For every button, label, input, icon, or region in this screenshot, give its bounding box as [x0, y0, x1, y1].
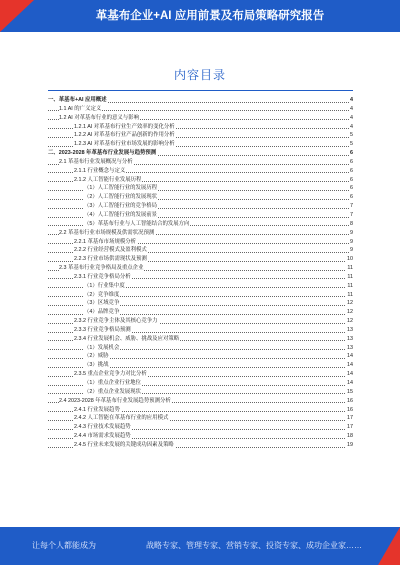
toc-entry-page: 7 [350, 211, 353, 218]
toc-entry-title: 2.4.4 市场需求发展趋势 [74, 433, 131, 440]
toc-entry[interactable] [48, 335, 353, 344]
footer-bar [0, 527, 400, 565]
toc-entry[interactable] [48, 352, 353, 361]
toc-entry-title: （1）行业集中度 [84, 282, 125, 289]
toc-entry-page: 14 [347, 362, 353, 369]
toc-entry-title: 2.1.1 行业概念与定义 [74, 167, 126, 174]
toc-entry[interactable] [48, 229, 353, 238]
toc-entry-title: 2.3.4 行业发展机会、威胁、挑战及应对策略 [74, 335, 180, 342]
toc-entry-title: 2.2.3 行业市场供需现状及预测 [74, 256, 147, 263]
toc-entry-title: 2.2.1 革基布市场规模分析 [74, 238, 137, 245]
toc-entry[interactable] [48, 299, 353, 308]
toc-entry[interactable] [48, 105, 353, 114]
toc-entry-title: 1.1 AI 的广义定义 [59, 105, 102, 112]
toc-heading: 内容目录 [173, 68, 226, 82]
toc-entry[interactable] [48, 441, 353, 450]
toc-entry-page: 4 [350, 114, 353, 121]
toc-entry-title: 2.3 革基布行业竞争格局及重点企业 [59, 265, 144, 272]
toc-entry-title: （1）重点企业行业地位 [84, 380, 141, 386]
toc-entry-page: 12 [347, 300, 353, 307]
toc-entry[interactable] [48, 255, 353, 264]
toc-entry-title: 2.2 革基布行业市场规模及供需状况预测 [59, 229, 155, 236]
toc-entry-page: 9 [350, 229, 353, 236]
toc-entry[interactable] [48, 176, 353, 185]
toc-entry-title: （3）人工智能行业的竞争格局 [84, 203, 158, 210]
toc-entry-title: （4）品牌竞争 [84, 309, 120, 316]
toc-entry[interactable] [48, 397, 353, 406]
toc-entry-title: 2.3.3 行业竞争格局预测 [74, 326, 131, 333]
toc-entry[interactable] [48, 149, 353, 158]
toc-entry-title: 2.1 革基布行业发展概况与分析 [59, 158, 133, 165]
toc-entry-title: 2.4.2 人工智能在革基布行业的应用模式 [74, 415, 169, 422]
toc-entry-title: （1）发展机会 [84, 344, 120, 351]
toc-entry-page: 6 [350, 185, 353, 192]
toc-entry[interactable] [48, 184, 353, 193]
toc-entry[interactable] [48, 282, 353, 291]
toc-entry-page: 6 [350, 158, 353, 165]
toc-entry-title: （5）革基布行业与人工智能结合的发展方向 [84, 220, 190, 227]
toc-entry-title: （2）重点企业发展现状 [84, 388, 141, 395]
toc-entry-page: 14 [347, 353, 353, 360]
toc-entry-title: 二、2023-2028 年革基布行业发展与趋势预测 [48, 150, 157, 157]
toc-entry-title: （1）人工智能行业的发展历程 [84, 185, 158, 192]
toc-entry-title: 1.2 AI 对革基布行业的意义与影响 [59, 114, 139, 121]
toc-entry-title: 2.4.3 行业技术发展趋势 [74, 424, 131, 431]
toc-entry-page: 7 [350, 203, 353, 210]
toc-entry[interactable] [48, 291, 353, 300]
toc-entry-page: 16 [347, 397, 353, 404]
toc-entry[interactable] [48, 238, 353, 247]
header-bar [0, 0, 400, 32]
toc-entry-page: 12 [347, 318, 353, 325]
toc-entry-page: 16 [347, 406, 353, 413]
toc-entry-page: 11 [347, 282, 353, 289]
toc-entry-page: 13 [347, 344, 353, 351]
toc-entry[interactable] [48, 158, 353, 167]
toc-entry[interactable] [48, 432, 353, 441]
toc-entry-title: 2.4.5 行业未来发展的关键成功因素及策略 [74, 441, 174, 448]
toc-entry-title: （2）竞争维度 [84, 291, 120, 298]
toc-entry-page: 6 [350, 167, 353, 174]
toc-entry[interactable] [48, 96, 353, 105]
toc-entry-page: 4 [350, 105, 353, 112]
toc-entry-title: 1.2.3 AI 对革基布行业市场发展的影响分析 [74, 141, 175, 148]
toc-entry-page: 14 [347, 371, 353, 378]
toc-entry-page: 19 [347, 441, 353, 448]
toc-entry-page: 13 [347, 335, 353, 342]
toc-entry-title: （4）人工智能行业的发展前景 [84, 211, 158, 218]
toc-entry-page: 6 [350, 150, 353, 157]
toc-entry[interactable] [48, 220, 353, 229]
toc-entry[interactable] [48, 193, 353, 202]
toc-entry-title: （3）挑战 [84, 362, 109, 369]
toc-entry-page: 5 [350, 132, 353, 139]
toc-entry[interactable] [48, 123, 353, 132]
footer-lead-text: 让每个人都能成为 [32, 541, 96, 550]
toc-entry[interactable] [48, 379, 353, 388]
toc-entry[interactable] [48, 114, 353, 123]
toc-entry-page: 11 [347, 265, 353, 272]
toc-entry-title: 2.3.2 行业竞争主体及其核心竞争力 [74, 318, 158, 325]
toc-entry-page: 4 [350, 123, 353, 130]
toc-entry-page: 13 [347, 326, 353, 333]
toc-entry[interactable] [48, 317, 353, 326]
toc-entry-page: 4 [350, 97, 353, 103]
toc-entry-page: 17 [347, 415, 353, 422]
toc-entry[interactable] [48, 202, 353, 211]
footer-corner-accent [378, 527, 400, 565]
toc-entry-page: 9 [350, 247, 353, 254]
table-of-contents [48, 96, 353, 450]
toc-entry-title: （2）威胁 [84, 353, 109, 360]
toc-entry-title: 一、革基布+AI 应用概述 [48, 97, 107, 103]
toc-entry[interactable] [48, 131, 353, 140]
toc-entry[interactable] [48, 388, 353, 397]
toc-entry-page: 11 [347, 291, 353, 298]
toc-entry-title: 2.4 2023-2028 年革基布行业发展趋势预测分析 [59, 397, 171, 404]
toc-entry[interactable] [48, 423, 353, 432]
toc-entry-title: （3）区域竞争 [84, 300, 120, 307]
toc-entry[interactable] [48, 140, 353, 149]
toc-entry-title: 2.2.2 行业经营模式及盈利模式 [74, 247, 147, 254]
toc-entry-page: 8 [350, 220, 353, 227]
toc-entry-title: 2.1.2 人工智能行业发展历程 [74, 176, 142, 183]
toc-entry[interactable] [48, 246, 353, 255]
toc-entry-title: 2.3.5 重点企业竞争力对比分析 [74, 371, 147, 378]
toc-entry[interactable] [48, 167, 353, 176]
toc-entry[interactable] [48, 308, 353, 317]
toc-entry[interactable] [48, 344, 353, 353]
toc-entry-title: （2）人工智能行业的发展现状 [84, 194, 158, 201]
toc-entry-page: 6 [350, 194, 353, 201]
report-title: 革基布企业+AI 应用前景及布局策略研究报告 [95, 10, 325, 22]
toc-entry-title: 1.2.2 AI 对革基布行业产品创新的作用分析 [74, 132, 175, 139]
toc-entry-page: 10 [347, 256, 353, 263]
toc-entry[interactable] [48, 414, 353, 423]
toc-entry-page: 5 [350, 141, 353, 148]
toc-entry[interactable] [48, 264, 353, 273]
toc-entry[interactable] [48, 326, 353, 335]
toc-entry-page: 18 [347, 433, 353, 440]
toc-entry[interactable] [48, 370, 353, 379]
footer-roles-text: 战略专家、管理专家、营销专家、投资专家、成功企业家…… [146, 541, 362, 550]
toc-entry-page: 9 [350, 238, 353, 245]
header-corner-accent [0, 0, 34, 32]
toc-entry[interactable] [48, 273, 353, 282]
toc-entry-page: 15 [347, 388, 353, 395]
toc-entry-page: 12 [347, 309, 353, 316]
toc-entry-title: 1.2.1 AI 对革基布行业生产效率的变化分析 [74, 123, 175, 130]
toc-entry-page: 11 [347, 273, 353, 280]
toc-entry-page: 17 [347, 424, 353, 431]
toc-entry-page: 14 [347, 380, 353, 386]
toc-entry-page: 6 [350, 176, 353, 183]
toc-entry-title: 2.4.1 行业发展趋势 [74, 406, 120, 413]
toc-entry[interactable] [48, 361, 353, 370]
toc-entry[interactable] [48, 211, 353, 220]
toc-entry[interactable] [48, 406, 353, 415]
heading-divider [48, 90, 353, 91]
toc-entry-title: 2.3.1 行业竞争格局分析 [74, 273, 131, 280]
